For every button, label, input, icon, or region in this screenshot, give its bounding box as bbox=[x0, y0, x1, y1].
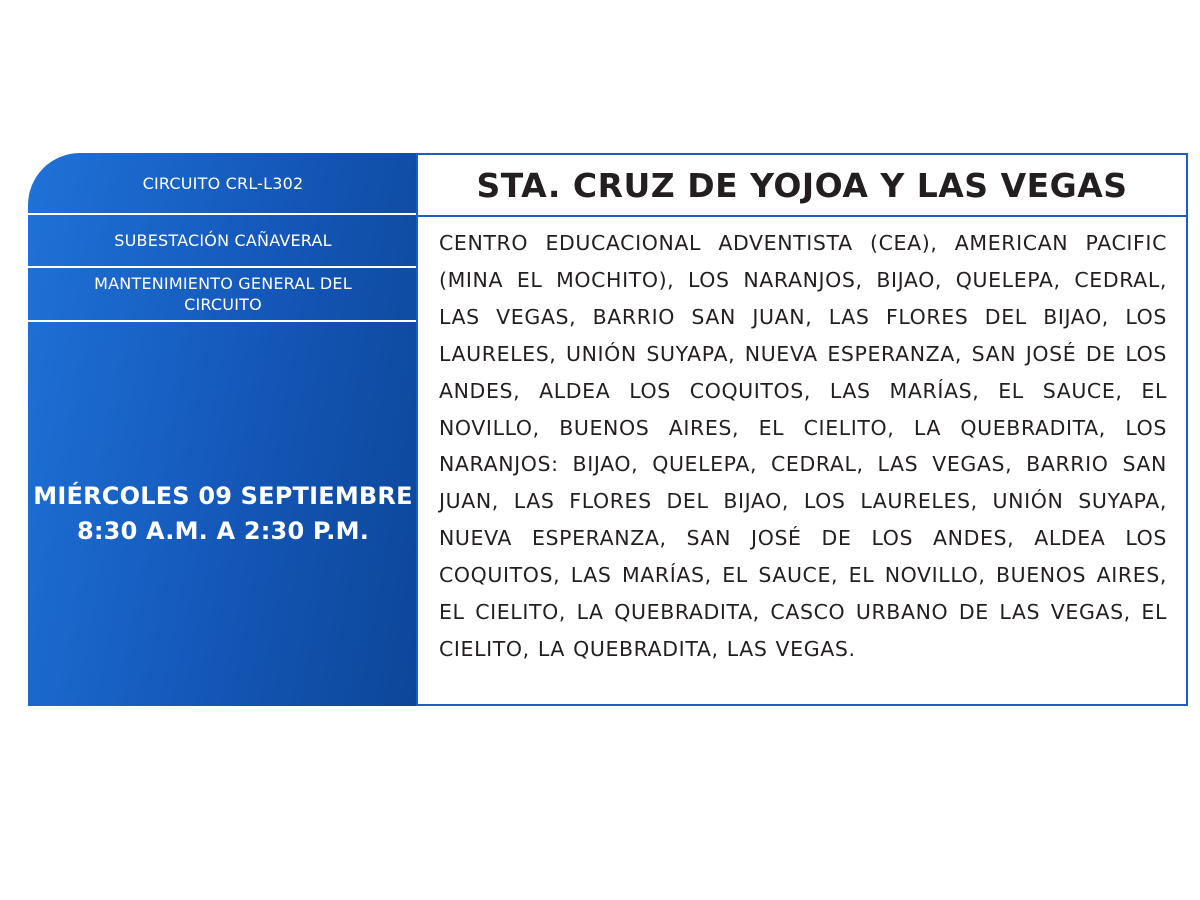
title-divider bbox=[418, 215, 1186, 217]
outage-notice-card bbox=[28, 153, 1188, 706]
outage-details-panel bbox=[28, 153, 418, 706]
affected-area-panel bbox=[416, 153, 1188, 706]
maintenance-label: MANTENIMIENTO GENERAL DEL CIRCUITO bbox=[94, 274, 352, 314]
outage-time: 8:30 A.M. A 2:30 P.M. bbox=[76, 517, 370, 545]
substation-label: SUBESTACIÓN CAÑAVERAL bbox=[114, 231, 332, 250]
area-title: STA. CRUZ DE YOJOA Y LAS VEGAS bbox=[476, 165, 1128, 205]
circuit-label: CIRCUITO CRL-L302 bbox=[142, 173, 304, 193]
affected-communities-text: CENTRO EDUCACIONAL ADVENTISTA (CEA), AMERICAN PACIFIC (MINA EL MOCHITO), LOS NARANJOS, BIJAO, QUELEPA, CEDRAL, LAS VEGAS, BARRIO SAN JUAN, LAS FLORES DEL BIJAO, LOS LAURELES, UNIÓN SUYAPA, NUEVA ESPERANZA, SAN JOSÉ DE LOS ANDES, ALDEA LOS COQUITOS, LAS MARÍAS, EL SAUCE, EL NOVILLO, BUENOS AIRES, EL CIELITO, LA QUEBRADITA, LOS NARANJOS: BIJAO, QUELEPA, CEDRAL, LAS VEGAS, BARRIO SAN JUAN, LAS FLORES DEL BIJAO, LOS LAURELES, UNIÓN SUYAPA, NUEVA ESPERANZA, SAN JOSÉ DE LOS ANDES, ALDEA LOS COQUITOS, LAS MARÍAS, EL SAUCE, EL NOVILLO, BUENOS AIRES, EL CIELITO, LA QUEBRADITA, CASCO URBANO DE LAS VEGAS, EL CIELITO, LA QUEBRADITA, LAS VEGAS. bbox=[439, 231, 1167, 661]
schedule-block bbox=[28, 322, 418, 706]
outage-date: MIÉRCOLES 09 SEPTIEMBRE bbox=[33, 482, 413, 510]
